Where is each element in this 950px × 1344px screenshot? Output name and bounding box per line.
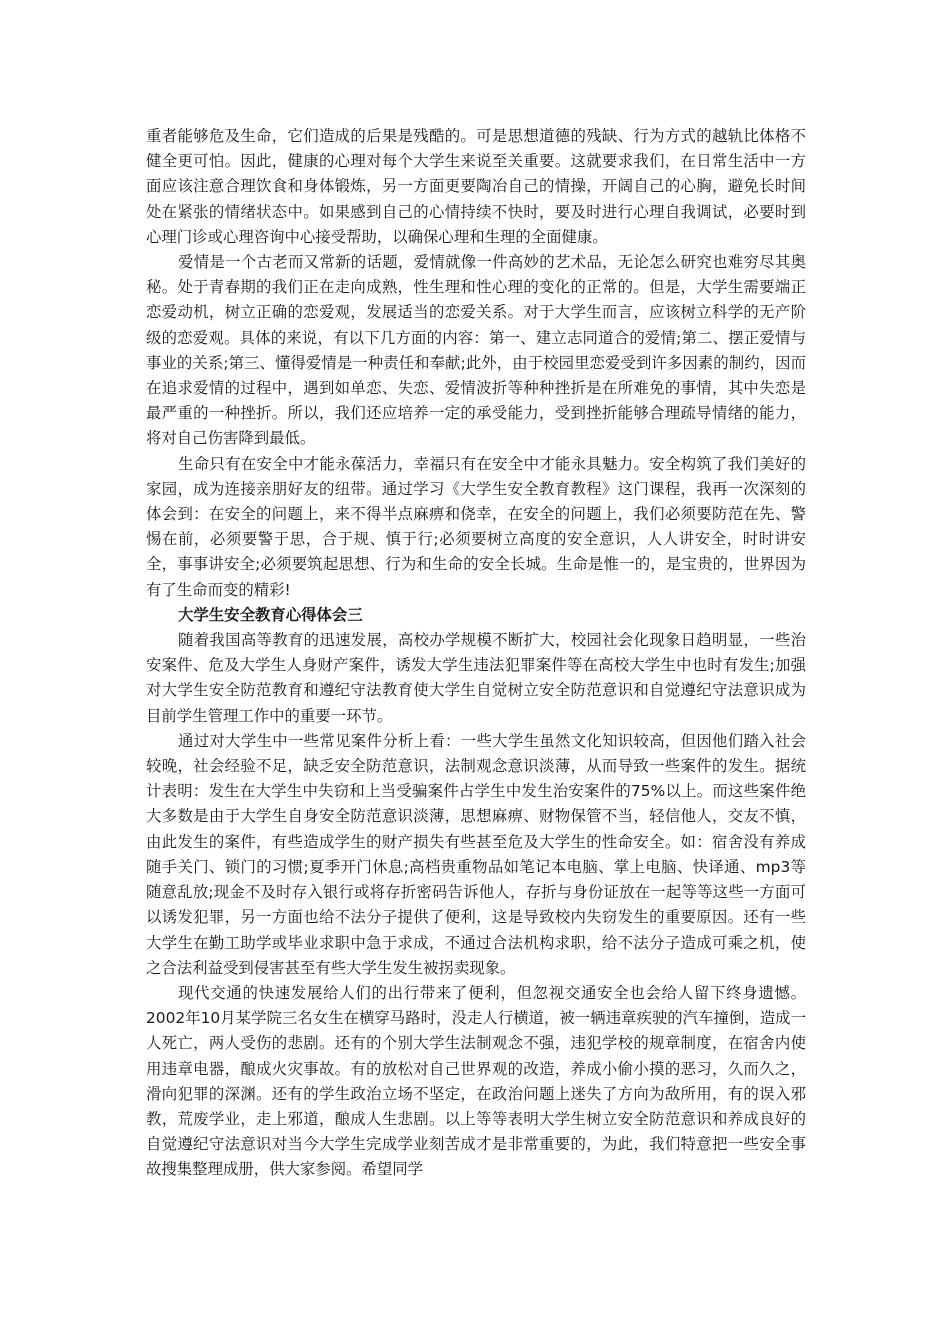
paragraph-love: 爱情是一个古老而又常新的话题，爱情就像一件高妙的艺术品，无论怎么研究也难穷尽其奥秘。处于青春期的我们正在走向成熟，性生理和性心理的变化的正常的。但是，大学生需要端正恋爱动机，树立正确的恋爱观，发展适当的恋爱关系。对于大学生而言，应该树立科学的无产阶级的恋爱观。具体的来说，有以下几方面的内容：第一、建立志同道合的爱情;第二、摆正爱情与事业的关系;第三、懂得爱情是一种责任和奉献;此外，由于校园里恋爱受到许多因素的制约，因而在追求爱情的过程中，遇到如单恋、失恋、爱情波折等种种挫折是在所难免的事情，其中失恋是最严重的一种挫折。所以，我们还应培养一定的承受能力，受到挫折能够合理疏导情绪的能力，将对自己伤害降到最低。 xyxy=(146,253,806,448)
document-page xyxy=(146,124,806,1183)
paragraph-campus: 随着我国高等教育的迅速发展，高校办学规模不断扩大，校园社会化现象日趋明显，一些治安案件、危及大学生人身财产案件，诱发大学生违法犯罪案件等在高校大学生中也时有发生;加强对大学生安全防范教育和遵纪守法教育使大学生自觉树立安全防范意识和自觉遵纪守法意识成为目前学生管理工作中的重要一环节。 xyxy=(146,631,806,725)
paragraph-traffic: 现代交通的快速发展给人们的出行带来了便利，但忽视交通安全也会给人留下终身遗憾。2002年10月某学院三名女生在横穿马路时，没走人行横道，被一辆违章疾驶的汽车撞倒，造成一人死亡，两人受伤的悲剧。还有的个别大学生法制观念不强，违犯学校的规章制度，在宿舍内使用违章电器，酿成火灾事故。有的放松对自己世界观的改造，养成小偷小摸的恶习，久而久之，滑向犯罪的深渊。还有的学生政治立场不坚定，在政治问题上迷失了方向为敌所用，有的误入邪教，荒废学业，走上邪道，酿成人生悲剧。以上等等表明大学生树立安全防范意识和养成良好的自觉遵纪守法意识对当今大学生完成学业刻苦成才是非常重要的，为此，我们特意把一些安全事故搜集整理成册，供大家参阅。希望同学 xyxy=(146,983,806,1179)
paragraph-cases: 通过对大学生中一些常见案件分析上看：一些大学生虽然文化知识较高，但因他们踏入社会较晚，社会经验不足，缺乏安全防范意识，法制观念意识淡薄，从而导致一些案件的发生。据统计表明：发生在大学生中失窃和上当受骗案件占学生中发生治安案件的75%以上。而这些案件绝大多数是由于大学生自身安全防范意识淡薄，思想麻痹、财物保管不当，轻信他人，交友不慎，由此发生的案件，有些造成学生的财产损失有些甚至危及大学生的性命安全。如：宿舍没有养成随手关门、锁门的习惯;夏季开门休息;高档贵重物品如笔记本电脑、掌上电脑、快译通、mp3等随意乱放;现金不及时存入银行或将存折密码告诉他人，存折与身份证放在一起等等这些一方面可以诱发犯罪，另一方面也给不法分子提供了便利，这是导致校内失窃发生的重要原因。还有一些大学生在勤工助学或毕业求职中急于求成，不通过合法机构求职，给不法分子造成可乘之机，使之合法利益受到侵害甚至有些大学生发生被拐卖现象。 xyxy=(146,731,806,977)
paragraph-health: 重者能够危及生命，它们造成的后果是残酷的。可是思想道德的残缺、行为方式的越轨比体格不健全更可怕。因此，健康的心理对每个大学生来说至关重要。这就要求我们，在日常生活中一方面应该注意合理饮食和身体锻炼，另一方面更要陶冶自己的情操，开阔自己的心胸，避免长时间处在紧张的情绪状态中。如果感到自己的心情持续不快时，要及时进行心理自我调试，必要时到心理门诊或心理咨询中心接受帮助，以确保心理和生理的全面健康。 xyxy=(146,127,806,246)
section-heading: 大学生安全教育心得体会三 xyxy=(178,605,363,624)
paragraph-safety-life: 生命只有在安全中才能永葆活力，幸福只有在安全中才能永具魅力。安全构筑了我们美好的家园，成为连接亲朋好友的纽带。通过学习《大学生安全教育教程》这门课程，我再一次深刻的体会到：在安全的问题上，来不得半点麻痹和侥幸，在安全的问题上，我们必须要防范在先、警惕在前，必须要警于思，合于规、慎于行;必须要树立高度的安全意识，人人讲安全，时时讲安全，事事讲安全;必须要筑起思想、行为和生命的安全长城。生命是惟一的，是宝贵的，世界因为有了生命而变的精彩! xyxy=(146,454,806,599)
